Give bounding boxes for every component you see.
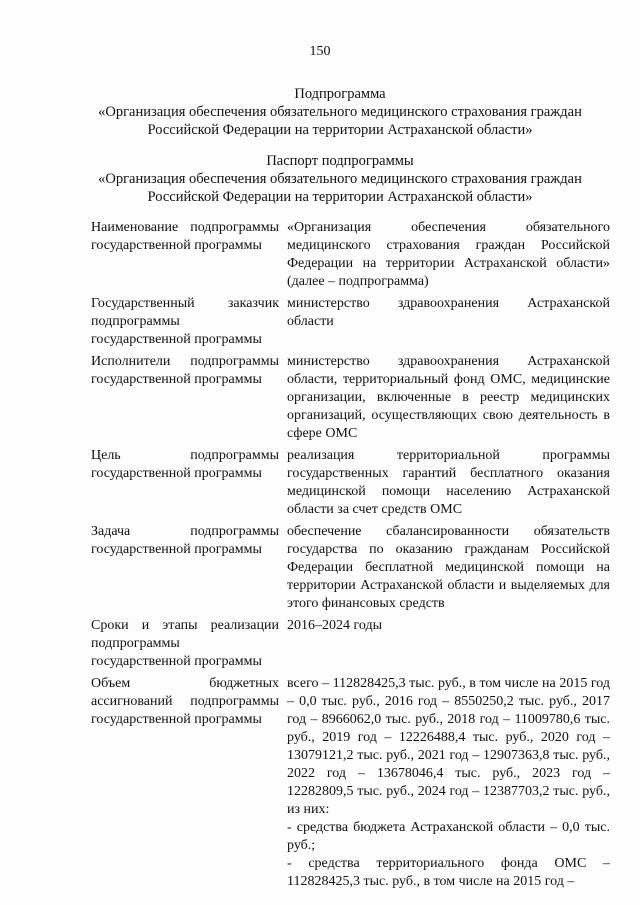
row-label: Объем бюджетных ассигнований подпрограммы государственной программы xyxy=(91,676,279,727)
budget-value xyxy=(287,671,610,891)
table-row xyxy=(91,443,610,519)
subprogram-word: Подпрограмма xyxy=(294,86,386,102)
table-row xyxy=(91,671,610,891)
passport-heading xyxy=(60,152,620,206)
row-label: Сроки и этапы реализации подпрограммы государственной программы xyxy=(91,618,279,669)
budget-total-paragraph: всего – 112828425,3 тыс. руб., в том числе на 2015 год – 0,0 тыс. руб., 2016 год – 8550250,2 тыс. руб., 2017 год – 8966062,0 тыс. руб., 2018 год – 11009780,6 тыс. руб., 2019 год – 12226488,4 тыс. руб., 2020 год – 13079121,2 тыс. руб., 2021 год – 12907363,8 тыс. руб., 2022 год – 13678046,4 тыс. руб., 2023 год – 12282809,5 тыс. руб., 2024 год – 12387703,2 тыс. руб., из них: xyxy=(287,676,610,817)
passport-title-line: Российской Федерации на территории Астраханской области» xyxy=(147,189,533,205)
row-value: министерство здравоохранения Астраханской области xyxy=(287,296,610,329)
row-value: 2016–2024 годы xyxy=(287,618,383,633)
row-label: Исполнители подпрограммы государственной программы xyxy=(91,354,279,387)
table-row xyxy=(91,613,610,671)
row-value: обеспечение сбалансированности обязательств государства по оказанию гражданам Российской Федерации бесплатной медицинской помощи на территории Астраханской области и выделяемых для этого финансовых средств xyxy=(287,524,610,611)
budget-regional-paragraph: - средства бюджета Астраханской области – 0,0 тыс. руб.; xyxy=(287,820,610,853)
row-value: реализация территориальной программы государственных гарантий бесплатного оказания медицинской помощи населению Астраханской области за счет средств ОМС xyxy=(287,448,610,517)
table-row xyxy=(91,291,610,349)
passport-table xyxy=(91,219,610,891)
row-label: Государственный заказчик подпрограммы государственной программы xyxy=(91,296,279,347)
page-number: 150 xyxy=(309,44,331,59)
subprogram-title-line: Российской Федерации на территории Астраханской области» xyxy=(147,122,533,138)
table-row xyxy=(91,519,610,613)
row-label: Задача подпрограммы государственной программы xyxy=(91,524,279,557)
row-value: министерство здравоохранения Астраханской области, территориальный фонд ОМС, медицинские организации, включенные в реестр медицинских организаций, осуществляющих свою деятельность в сфере ОМС xyxy=(287,354,610,441)
subprogram-heading xyxy=(60,85,620,139)
row-value: «Организация обеспечения обязательного медицинского страхования граждан Российской Федерации на территории Астраханской области» (далее – подпрограмма) xyxy=(287,220,610,289)
passport-title-line: «Организация обеспечения обязательного медицинского страхования граждан xyxy=(98,171,582,187)
table-row xyxy=(91,349,610,443)
passport-word: Паспорт подпрограммы xyxy=(266,153,414,169)
budget-fund-paragraph: - средства территориального фонда ОМС – 112828425,3 тыс. руб., в том числе на 2015 год – xyxy=(287,856,610,889)
row-label: Наименование подпрограммы государственной программы xyxy=(91,220,279,253)
subprogram-title-line: «Организация обеспечения обязательного медицинского страхования граждан xyxy=(98,104,582,120)
table-row xyxy=(91,219,610,291)
row-label: Цель подпрограммы государственной программы xyxy=(91,448,279,481)
